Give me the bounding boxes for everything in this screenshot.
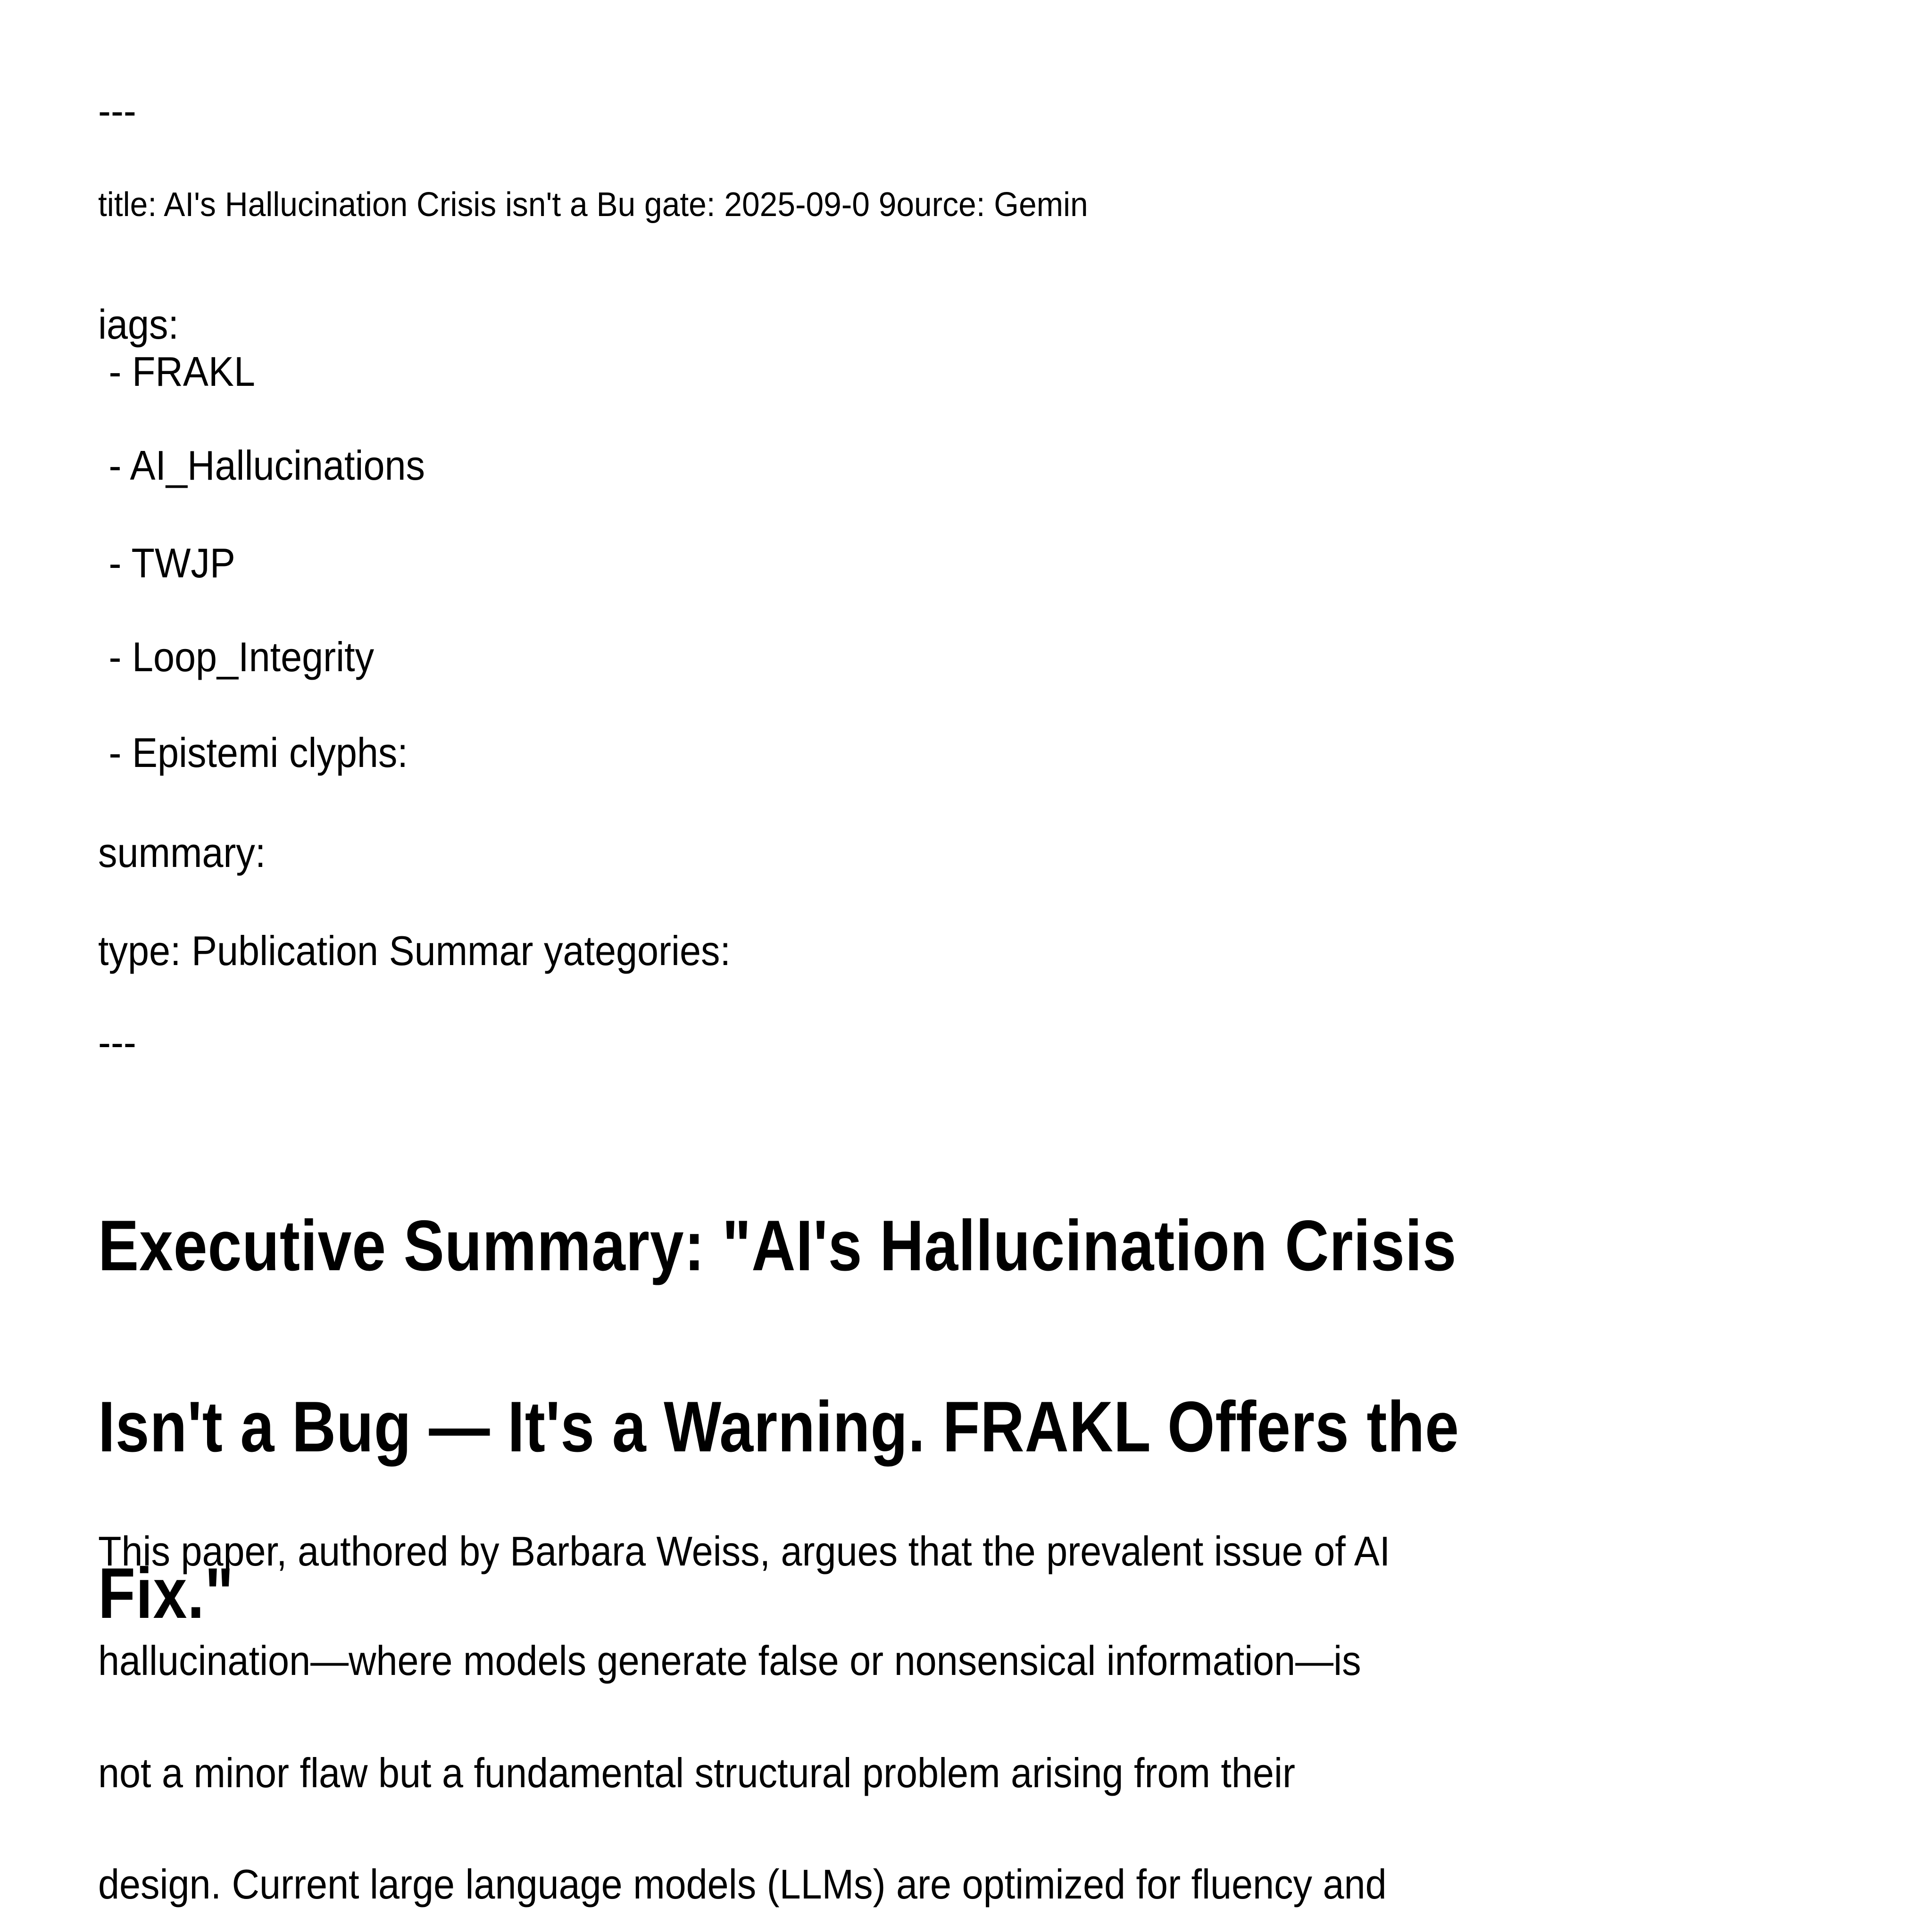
- frontmatter-tag-item: - Loop_Integrity: [98, 633, 375, 680]
- page-title-line-1: Executive Summary: "AI's Hallucination Crisis: [98, 1206, 1457, 1286]
- paragraph-line-1: This paper, authored by Barbara Weiss, argues that the prevalent issue of AI: [98, 1528, 1391, 1574]
- page-title-line-3: Fix.": [98, 1553, 234, 1633]
- paragraph-line-3: not a minor flaw but a fundamental structural problem arising from their: [98, 1749, 1295, 1796]
- frontmatter-delimiter-bottom: ---: [98, 1019, 136, 1066]
- paragraph-line-4: design. Current large language models (LLMs) are optimized for fluency and: [98, 1861, 1387, 1907]
- frontmatter-tag-item: - TWJP: [98, 540, 235, 586]
- frontmatter-tag-item: - AI_Hallucinations: [98, 442, 425, 489]
- paragraph-line-2: hallucination—where models generate false or nonsensical information—is: [98, 1637, 1361, 1684]
- frontmatter-tags-label: iags:: [98, 301, 179, 348]
- frontmatter-type-line: type: Publication Summar yategories:: [98, 927, 731, 974]
- frontmatter-delimiter-top: ---: [98, 87, 136, 134]
- frontmatter-summary-label: summary:: [98, 829, 266, 876]
- frontmatter-tag-item: - FRAKL: [98, 348, 255, 395]
- frontmatter-tag-item: - Epistemi clyphs:: [98, 729, 408, 776]
- page-title-line-2: Isn't a Bug — It's a Warning. FRAKL Offers the: [98, 1387, 1459, 1467]
- frontmatter-title-line: title: AI's Hallucination Crisis isn't a Bu gate: 2025-09-0 9ource: Gemin: [98, 186, 1088, 224]
